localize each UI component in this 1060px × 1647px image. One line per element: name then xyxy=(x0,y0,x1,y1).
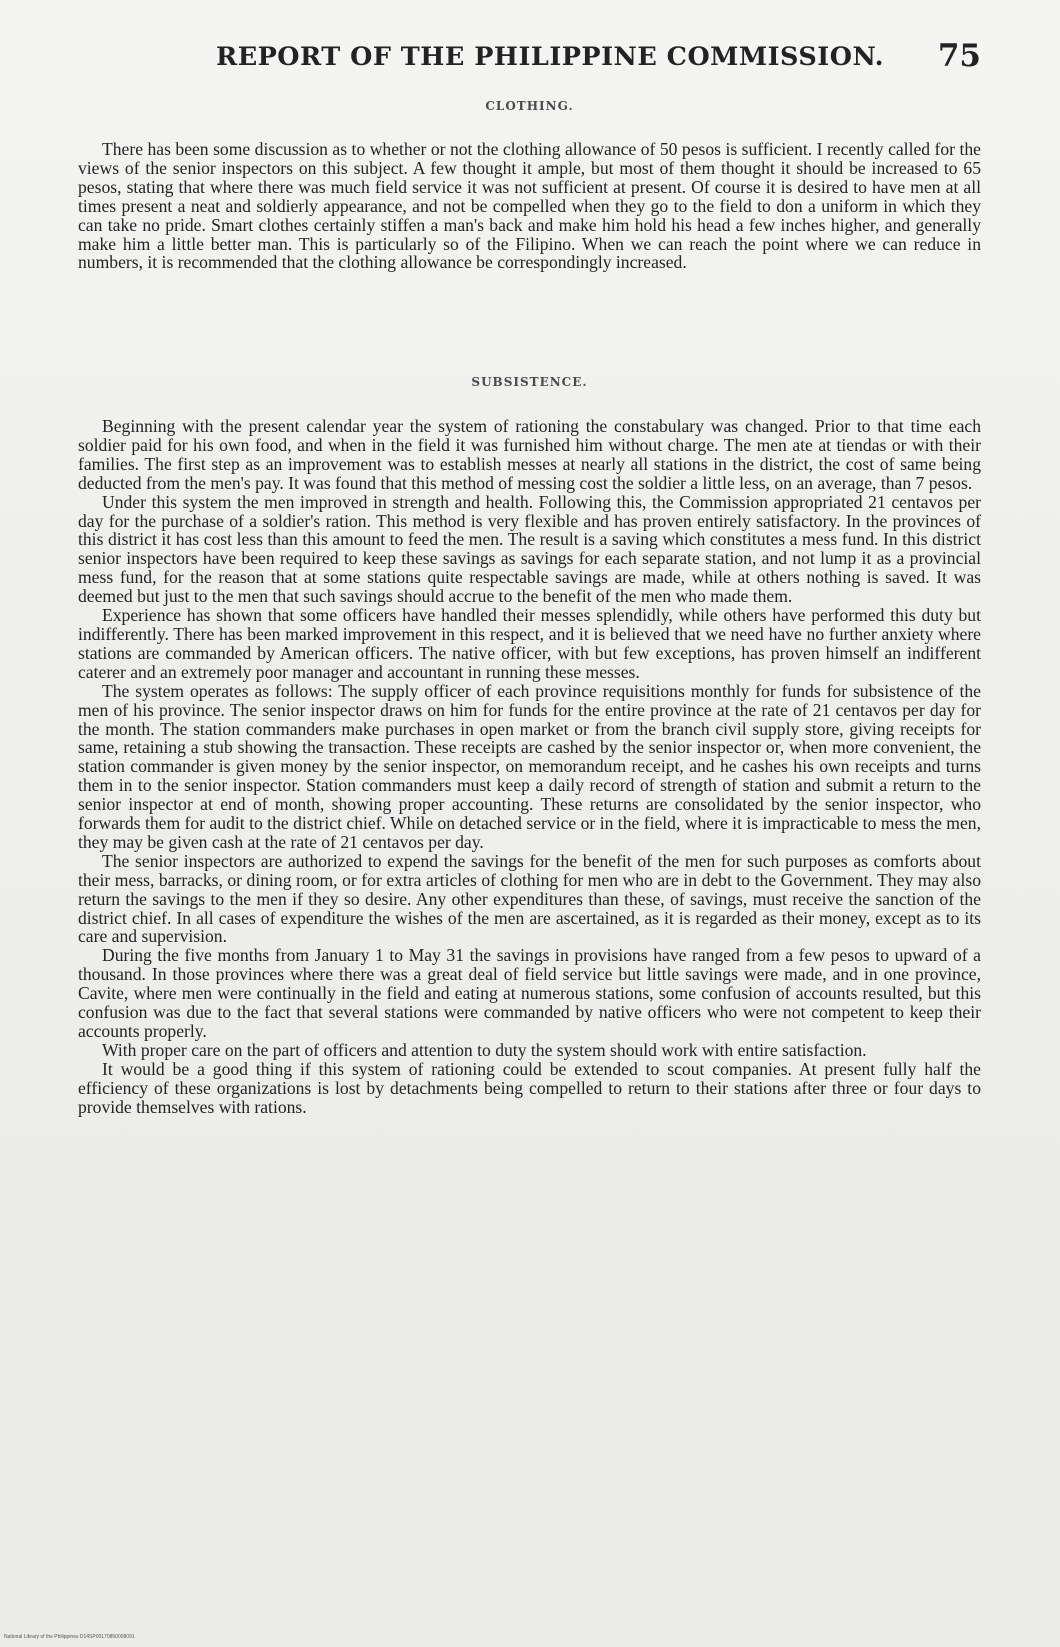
section-body-clothing xyxy=(78,140,981,272)
paragraph: Beginning with the present calendar year the system of rationing the constabulary was changed. Prior to that time each soldier paid for his own food, and when in the field it was furnished him without charge. The men ate at tiendas or with their families. The first step as an improvement was to establish messes at nearly all stations in the district, the cost of same being deducted from the men's pay. It was found that this method of messing cost the soldier a little less, on an average, than 7 pesos. xyxy=(78,416,981,493)
paragraph: With proper care on the part of officers and attention to duty the system should work with entire satisfaction. xyxy=(102,1039,867,1060)
page-number: 75 xyxy=(937,38,981,74)
section-heading-subsistence: SUBSISTENCE. xyxy=(471,375,588,389)
paragraph: It would be a good thing if this system of rationing could be extended to scout companies. At present fully half the efficiency of these organizations is lost by detachments being compelled to return to their stations after three or four days to provide themselves with rations. xyxy=(78,1058,981,1117)
scan-credit: National Library of the Philippines D14SP00170850008091 xyxy=(4,1634,135,1640)
page-header xyxy=(78,38,981,76)
paragraph: The senior inspectors are authorized to expend the savings for the benefit of the men for such purposes as comforts about their mess, barracks, or dining room, or for extra articles of clothing for men who are in debt to the Government. They may also return the savings to the men if they so desire. Any other expenditures than these, of savings, must receive the sanction of the district chief. In all cases of expenditure the wishes of the men are ascertained, as it is regarded as their money, except as to its care and supervision. xyxy=(78,850,981,947)
running-head: REPORT OF THE PHILIPPINE COMMISSION. xyxy=(216,42,885,72)
paragraph: The system operates as follows: The supply officer of each province requisitions monthly for funds for subsistence of the men of his province. The senior inspector draws on him for funds for the entire province at the rate of 21 centavos per day for the month. The station commanders make purchases in open market or from the branch civil supply store, giving receipts for same, retaining a stub showing the transaction. These receipts are cashed by the senior inspector or, when more convenient, the station commander is given money by the senior inspector, on memorandum receipt, and he cashes his own receipts and turns them in to the senior inspector. Station commanders must keep a daily record of strength of station and submit a return to the senior inspector at end of month, showing proper accounting. These returns are consolidated by the senior inspector, who forwards them for audit to the district chief. While on detached service or in the field, where it is impracticable to mess the men, they may be given cash at the rate of 21 centavos per day. xyxy=(78,680,981,852)
paragraph: There has been some discussion as to whether or not the clothing allowance of 50 pesos is sufficient. I recently called for the views of the senior inspectors on this subject. A few thought it ample, but most of them thought it should be increased to 65 pesos, stating that where there was much field service it was not sufficient at present. Of course it is desired to have men at all times present a neat and soldierly appearance, and not be compelled when they go to the field to don a uniform in which they can take no pride. Smart clothes certainly stiffen a man's back and make him hold his head a few inches higher, and generally make him a little better man. This is particularly so of the Filipino. When we can reach the point where we can reduce in numbers, it is recommended that the clothing allowance be correspondingly increased. xyxy=(78,139,981,273)
paragraph: Under this system the men improved in strength and health. Following this, the Commission appropriated 21 centavos per day for the purchase of a soldier's ration. This method is very flexible and has proven entirely satisfactory. In the provinces of this district it has cost less than this amount to feed the men. The result is a saving which constitutes a mess fund. In this district senior inspectors have been required to keep these savings as savings for each separate station, and not lump it as a provincial mess fund, for the reason that at some stations quite respectable savings are made, while at others nothing is saved. It was deemed but just to the men that such savings should accrue to the benefit of the men who made them. xyxy=(78,491,981,607)
section-body-subsistence xyxy=(78,417,981,1117)
section-heading-clothing: CLOTHING. xyxy=(485,99,574,113)
paragraph: Experience has shown that some officers have handled their messes splendidly, while others have performed this duty but indifferently. There has been marked improvement in this respect, and it is believed that we need have no further anxiety where stations are commanded by American officers. The native officer, with but few exceptions, has proven himself an indifferent caterer and an extremely poor manager and accountant in running these messes. xyxy=(78,605,981,682)
paragraph: During the five months from January 1 to May 31 the savings in provisions have ranged from a few pesos to upward of a thousand. In those provinces where there was a great deal of field service but little savings were made, and in one province, Cavite, where men were continually in the field and eating at numerous stations, some confusion of accounts resulted, but this confusion was due to the fact that several stations were commanded by native officers who were not competent to keep their accounts properly. xyxy=(78,945,981,1041)
